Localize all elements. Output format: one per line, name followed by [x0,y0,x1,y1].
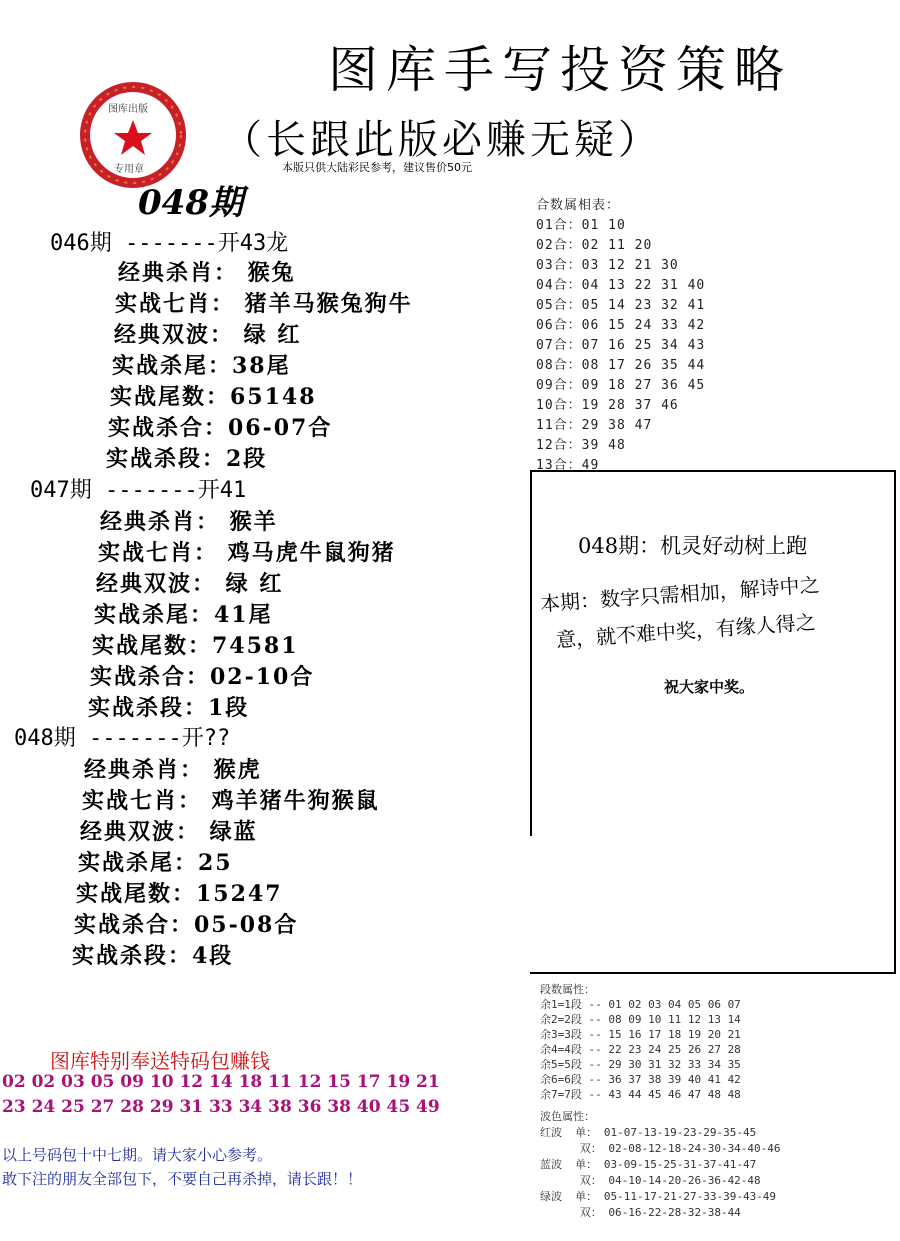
duan-table-row: 余6=6段 -- 36 37 38 39 40 41 42 [540,1073,741,1086]
he-table-row: 04合：04 13 22 31 40 [536,278,706,293]
period-046-line-4: 实战杀尾：38尾 [112,353,291,379]
period-046-line-7: 实战杀段：2段 [106,446,268,472]
duan-table-row: 余2=2段 -- 08 09 10 11 12 13 14 [540,1013,741,1026]
duan-table-row: 余4=4段 -- 22 23 24 25 26 27 28 [540,1043,741,1056]
bo-table-row: 绿波 单： 05-11-17-21-27-33-39-43-49 [540,1190,777,1203]
bo-table-row: 蓝波 单： 03-09-15-25-31-37-41-47 [540,1158,757,1171]
duan-table-row: 余3=3段 -- 15 16 17 18 19 20 21 [540,1028,741,1041]
he-table-row: 13合：49 [536,458,600,473]
he-table-row: 07合：07 16 25 34 43 [536,338,706,353]
duan-table-row: 余7=7段 -- 43 44 45 46 47 48 48 [540,1088,741,1101]
promo-numbers-line-1: 02 02 03 05 09 10 12 14 18 11 12 15 17 19 21 [2,1072,440,1092]
promo-title: 图库特别奉送特码包赚钱 [50,1049,270,1073]
price-notice: 本版只供大陆彩民参考，建议售价50元 [282,161,472,174]
period-048-line-7: 实战杀段：4段 [72,943,234,969]
stamp-bottom-text: 专用章 [114,164,144,175]
period-046-line-3: 经典双波： 绿 红 [114,322,302,348]
he-table-row: 10合：19 28 37 46 [536,398,679,413]
he-table-row: 03合：03 12 21 30 [536,258,679,273]
period-048-line-1: 经典杀肖： 猴虎 [84,757,262,783]
period-047-line-5: 实战尾数：74581 [92,633,299,659]
poem-line-1: 048期：机灵好动树上跑 [578,534,808,558]
bo-table-row: 双： 06-16-22-28-32-38-44 [540,1206,741,1219]
duan-table-title: 段数属性： [540,983,595,996]
period-046-line-1: 经典杀肖： 猴兔 [118,260,296,286]
he-table-row: 06合：06 15 24 33 42 [536,318,706,333]
period-048-line-3: 经典双波： 绿蓝 [80,819,258,845]
he-table-row: 12合：39 48 [536,438,626,453]
page-subtitle: （长跟此版必赚无疑） [222,117,662,163]
duan-table-row: 余1=1段 -- 01 02 03 04 05 06 07 [540,998,741,1011]
period-047-head: 047期 -------开41 [30,478,247,503]
publisher-stamp [78,80,188,190]
period-047-line-7: 实战杀段：1段 [88,695,250,721]
period-047-line-3: 经典双波： 绿 红 [96,571,284,597]
promo-note-2: 敢下注的朋友全部包下，不要自己再杀掉，请长跟！！ [2,1170,363,1188]
he-table-row: 02合：02 11 20 [536,238,653,253]
he-table-row: 05合：05 14 23 32 41 [536,298,706,313]
bo-table-title: 波色属性： [540,1110,595,1123]
duan-table-row: 余5=5段 -- 29 30 31 32 33 34 35 [540,1058,741,1071]
he-table-row: 01合：01 10 [536,218,626,233]
he-table-title: 合数属相表： [536,198,621,213]
period-047-line-4: 实战杀尾：41尾 [94,602,273,628]
period-046-head: 046期 -------开43龙 [50,231,289,256]
he-table-row: 09合：09 18 27 36 45 [536,378,706,393]
period-047-line-6: 实战杀合：02-10合 [90,664,315,690]
period-048-line-4: 实战杀尾：25 [78,850,233,876]
wish-text: 祝大家中奖。 [664,678,755,696]
period-046-line-5: 实战尾数：65148 [110,384,317,410]
period-048-line-5: 实战尾数：15247 [76,881,283,907]
poem-line-3: 意，就不难中奖，有缘人得之 [555,609,817,652]
period-047-line-2: 实战七肖： 鸡马虎牛鼠狗猪 [98,540,396,566]
page-title: 图库手写投资策略 [328,41,792,99]
he-table-row: 08合：08 17 26 35 44 [536,358,706,373]
promo-numbers-line-2: 23 24 25 27 28 29 31 33 34 38 36 38 40 45 49 [2,1097,440,1117]
bo-table-row: 双： 04-10-14-20-26-36-42-48 [540,1174,761,1187]
poem-box-left-border [530,470,532,836]
period-047-line-1: 经典杀肖： 猴羊 [100,509,278,535]
promo-note-1: 以上号码包十中七期。请大家小心参考。 [2,1146,273,1164]
period-048-line-6: 实战杀合：05-08合 [74,912,299,938]
period-046-line-6: 实战杀合：06-07合 [108,415,333,441]
poem-line-2: 本期：数字只需相加，解诗中之 [539,572,821,616]
period-048-line-2: 实战七肖： 鸡羊猪牛狗猴鼠 [82,788,380,814]
bo-table-row: 双： 02-08-12-18-24-30-34-40-46 [540,1142,781,1155]
bo-table-row: 红波 单： 01-07-13-19-23-29-35-45 [540,1126,757,1139]
period-046-line-2: 实战七肖： 猪羊马猴兔狗牛 [115,291,413,317]
period-048-head: 048期 -------开?? [14,726,231,751]
stamp-top-text: 图库出版 [108,104,148,115]
he-table-row: 11合：29 38 47 [536,418,653,433]
issue-number: 048期 [138,183,243,223]
